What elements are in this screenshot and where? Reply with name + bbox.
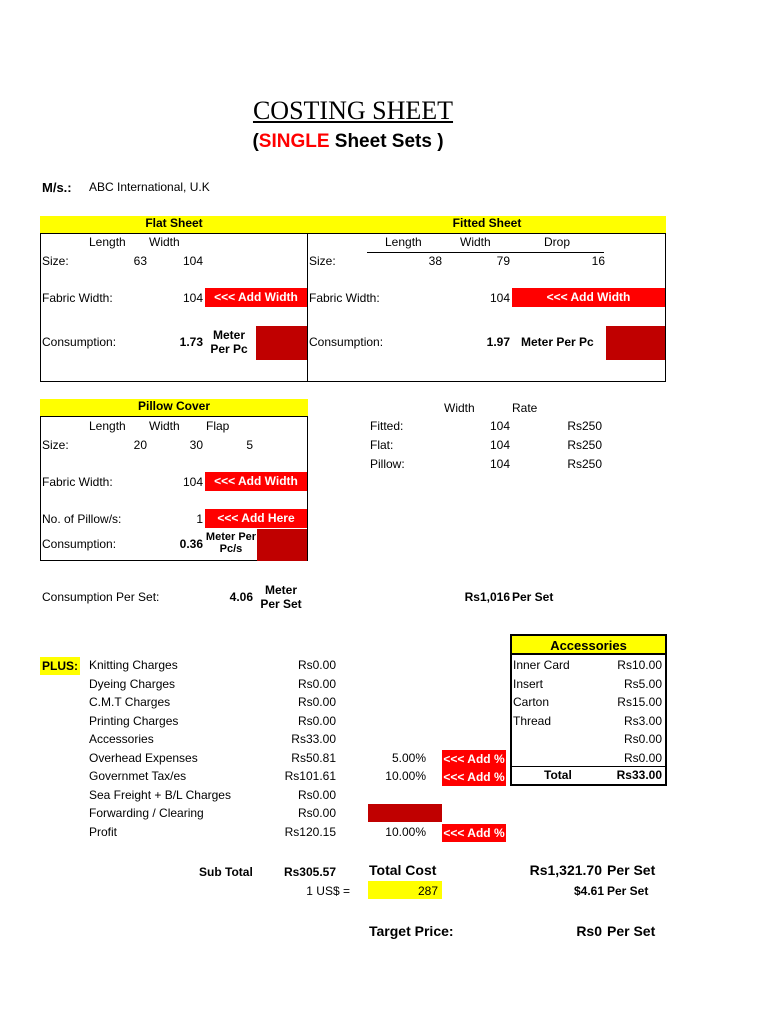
pillow-col-length: Length (89, 419, 126, 433)
rates-col-rate: Rate (512, 401, 538, 415)
charge-row-amount[interactable]: Rs0.00 (297, 713, 336, 728)
pillow-length-value[interactable]: 20 (133, 438, 147, 452)
subtotal-label: Sub Total (199, 865, 253, 879)
pillow-consumption-label: Consumption: (42, 537, 117, 551)
usd-rate-label: 1 US$ = (306, 884, 350, 898)
charge-row-label: Dyeing Charges (89, 676, 176, 691)
forwarding-marker (368, 804, 442, 822)
buyer-name: ABC International, U.K (89, 180, 210, 194)
charge-row-label: Forwarding / Clearing (89, 806, 204, 820)
flat-consumption-marker (256, 326, 307, 360)
charge-row-percent[interactable]: 5.00% (391, 750, 426, 765)
accessory-row-label: Thread (513, 713, 552, 728)
fitted-size-label: Size: (309, 254, 336, 268)
fitted-fabric-width-label: Fabric Width: (309, 291, 380, 305)
pillow-width-value[interactable]: 30 (189, 438, 203, 452)
flat-consumption-value: 1.73 (179, 335, 203, 349)
flat-fabric-width-value[interactable]: 104 (182, 291, 203, 305)
rate-row-width: 104 (489, 438, 510, 452)
add-percent-button[interactable]: <<< Add % (443, 825, 505, 840)
page-subtitle: (SINGLE Sheet Sets ) (252, 131, 444, 152)
flat-col-width: Width (149, 235, 180, 249)
charge-row-amount[interactable]: Rs101.61 (284, 769, 336, 783)
charge-row-label: Overhead Expenses (89, 750, 198, 765)
consumption-per-set-value: 4.06 (229, 590, 253, 604)
fitted-add-width-button[interactable]: <<< Add Width (512, 288, 665, 307)
flat-length-value[interactable]: 63 (133, 254, 147, 268)
charge-row-amount[interactable]: Rs0.00 (297, 676, 336, 691)
charge-row-label: C.M.T Charges (89, 695, 171, 709)
flat-width-value[interactable]: 104 (182, 254, 203, 268)
accessories-total-divider (512, 766, 665, 767)
pillows-add-here-button[interactable]: <<< Add Here (205, 509, 307, 528)
plus-label: PLUS: (42, 659, 78, 673)
charge-row-label: Sea Freight + B/L Charges (89, 787, 231, 802)
accessory-row-amount[interactable]: Rs15.00 (617, 695, 662, 709)
accessory-row-label: Insert (513, 676, 544, 691)
flat-size-label: Size: (42, 254, 69, 268)
pillow-col-flap: Flap (206, 419, 230, 433)
consumption-per-set-label: Consumption Per Set: (42, 590, 160, 604)
pillow-flap-value[interactable]: 5 (246, 438, 253, 452)
pillows-count-label: No. of Pillow/s: (42, 512, 122, 526)
accessory-row-label: Inner Card (513, 658, 570, 672)
fitted-consumption-value: 1.97 (486, 335, 510, 349)
pillow-fabric-width-label: Fabric Width: (42, 475, 113, 489)
accessory-row-amount[interactable]: Rs5.00 (623, 676, 662, 691)
rate-row-rate[interactable]: Rs250 (567, 438, 602, 452)
target-price-label: Target Price: (369, 923, 454, 939)
pillow-consumption-value: 0.36 (179, 537, 203, 551)
rate-row-label: Pillow: (370, 457, 405, 471)
fitted-consumption-label: Consumption: (309, 335, 384, 349)
subtitle-highlight: SINGLE (258, 131, 330, 152)
accessories-total-label: Total (544, 768, 572, 782)
rate-row-width: 104 (489, 457, 510, 471)
fitted-col-length: Length (385, 235, 422, 249)
charge-row-percent[interactable]: 10.00% (385, 824, 426, 839)
fitted-width-value[interactable]: 79 (496, 254, 510, 268)
charge-row-amount[interactable]: Rs120.15 (284, 824, 336, 839)
charge-row-label: Accessories (89, 732, 154, 746)
fitted-header-underline (367, 252, 604, 253)
accessories-header: Accessories (512, 636, 665, 655)
total-cost-value: Rs1,321.70 (529, 862, 602, 878)
flat-add-width-button[interactable]: <<< Add Width (205, 288, 307, 307)
pillow-cover-header: Pillow Cover (40, 399, 308, 416)
add-percent-button[interactable]: <<< Add % (443, 770, 505, 784)
target-price-value[interactable]: Rs0 (576, 923, 602, 939)
charge-row-amount[interactable]: Rs0.00 (297, 806, 336, 820)
pillow-fabric-width-value[interactable]: 104 (182, 475, 203, 489)
charge-row-label: Knitting Charges (89, 658, 178, 672)
fitted-sheet-header: Fitted Sheet (308, 216, 666, 233)
flat-consumption-unit: Meter Per Pc (210, 328, 248, 356)
total-cost-label: Total Cost (369, 862, 437, 878)
rate-row-width: 104 (489, 419, 510, 433)
fitted-consumption-unit: Meter Per Pc (521, 335, 594, 349)
pillows-count-value[interactable]: 1 (196, 512, 203, 526)
charge-row-percent[interactable]: 10.00% (385, 769, 426, 783)
target-price-unit: Per Set (607, 923, 656, 939)
flat-sheet-header: Flat Sheet (40, 216, 308, 233)
subtotal-value: Rs305.57 (283, 865, 336, 879)
accessory-row-label: Carton (513, 695, 550, 709)
rate-row-rate[interactable]: Rs250 (567, 419, 602, 433)
usd-cost-unit: Per Set (607, 884, 649, 898)
flat-consumption-label: Consumption: (42, 335, 117, 349)
charge-row-amount[interactable]: Rs50.81 (291, 750, 336, 765)
charge-row-label: Printing Charges (89, 713, 179, 728)
charge-row-amount[interactable]: Rs0.00 (297, 695, 336, 709)
charge-row-label: Governmet Tax/es (89, 769, 187, 783)
accessory-row-amount[interactable]: Rs0.00 (623, 750, 662, 765)
usd-rate-value[interactable]: 287 (417, 884, 438, 898)
usd-cost-value: $4.61 (573, 884, 604, 898)
pillow-consumption-unit: Meter Per Pc/s (205, 531, 257, 555)
pillow-add-width-button[interactable]: <<< Add Width (205, 472, 307, 491)
charge-row-label: Profit (89, 824, 118, 839)
rate-row-rate[interactable]: Rs250 (567, 457, 602, 471)
total-cost-unit: Per Set (607, 862, 656, 878)
fitted-col-drop: Drop (544, 235, 571, 249)
pillow-consumption-marker (257, 529, 307, 561)
rate-row-label: Flat: (370, 438, 394, 452)
buyer-label: M/s.: (42, 180, 72, 195)
pillow-col-width: Width (149, 419, 180, 433)
fitted-col-width: Width (460, 235, 491, 249)
add-percent-button[interactable]: <<< Add % (443, 751, 505, 766)
page-title: COSTING SHEET (252, 96, 454, 125)
fitted-fabric-width-value[interactable]: 104 (489, 291, 510, 305)
accessories-total-value: Rs33.00 (616, 768, 662, 782)
fabric-cost-per-set-unit: Per Set (512, 590, 554, 604)
charge-row-amount[interactable]: Rs0.00 (297, 787, 336, 802)
fabric-cost-per-set: Rs1,016 (464, 590, 510, 604)
flat-col-length: Length (89, 235, 126, 249)
accessory-row-amount[interactable]: Rs3.00 (623, 713, 662, 728)
charge-row-amount[interactable]: Rs0.00 (297, 658, 336, 672)
rates-col-width: Width (444, 401, 475, 415)
fitted-length-value[interactable]: 38 (428, 254, 442, 268)
pillow-size-label: Size: (42, 438, 69, 452)
flat-fabric-width-label: Fabric Width: (42, 291, 113, 305)
charge-row-amount[interactable]: Rs33.00 (291, 732, 336, 746)
consumption-per-set-unit: Meter Per Set (260, 583, 302, 611)
accessory-row-amount[interactable]: Rs0.00 (623, 732, 662, 746)
fitted-drop-value[interactable]: 16 (591, 254, 605, 268)
rate-row-label: Fitted: (370, 419, 404, 433)
fitted-consumption-marker (606, 326, 665, 360)
accessory-row-amount[interactable]: Rs10.00 (617, 658, 662, 672)
